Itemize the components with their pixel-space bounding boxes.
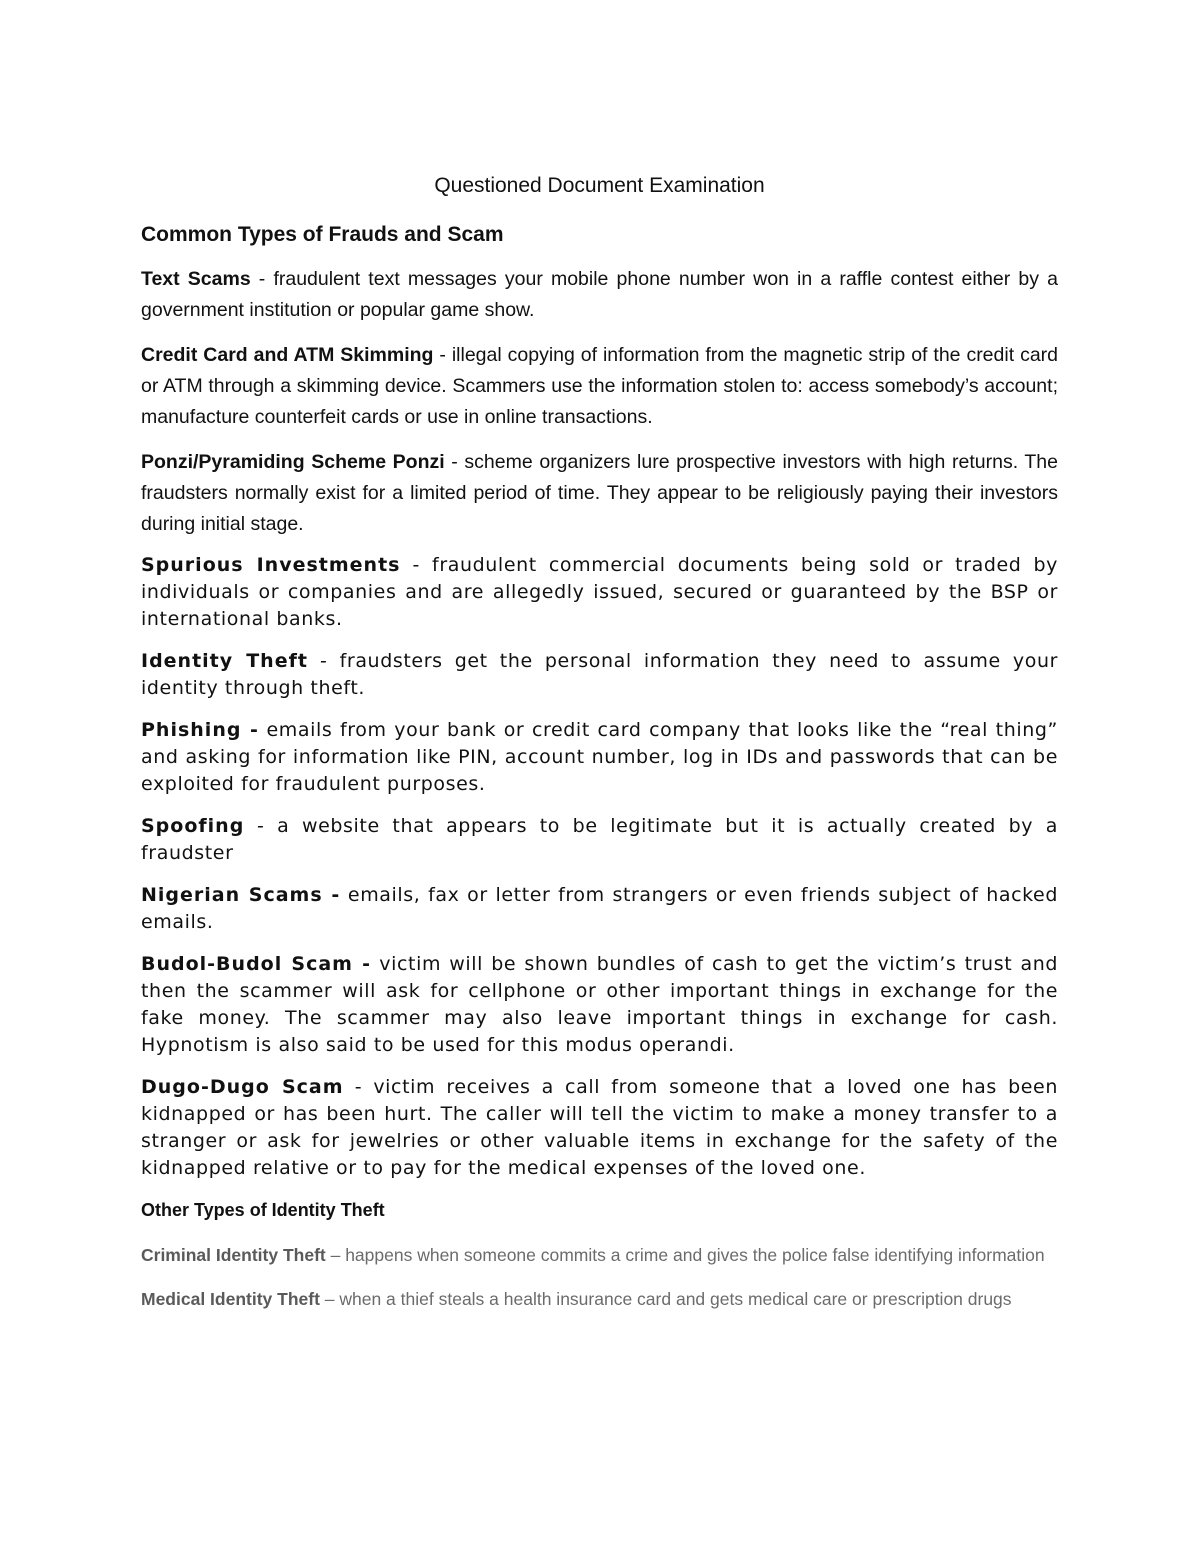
entry-definition: – when a thief steals a health insurance card and gets medical care or prescription drugs	[319, 1289, 1012, 1309]
entry-definition: emails, fax or letter from strangers or even friends subject of hacked emails.	[141, 884, 1058, 933]
entry-term: Ponzi/Pyramiding Scheme Ponzi	[141, 451, 445, 473]
entry-identity-theft	[141, 648, 1058, 702]
entry-definition: – happens when someone commits a crime and gives the police false identifying information	[325, 1245, 1045, 1265]
entry-definition: - fraudulent text messages your mobile phone number won in a raffle contest either by a government institution or popular game show.	[141, 268, 1058, 321]
entry-ponzi-scheme	[141, 447, 1058, 540]
entry-term: Credit Card and ATM Skimming	[141, 344, 434, 366]
entry-credit-card-skimming	[141, 340, 1058, 433]
entry-definition: - a website that appears to be legitimate but it is actually created by a fraudster	[141, 815, 1058, 864]
entry-nigerian-scams	[141, 882, 1058, 936]
entry-definition: - scheme organizers lure prospective investors with high returns. The fraudsters normally exist for a limited period of time. They appear to be religiously paying their investors during initial stage.	[141, 451, 1058, 535]
entry-definition: victim will be shown bundles of cash to get the victim’s trust and then the scammer will ask for cellphone or other important things in exchange for the fake money. The scammer may also leave important things in exchange for cash. Hypnotism is also said to be used for this modus operandi.	[141, 953, 1058, 1056]
entry-definition: - fraudulent commercial documents being sold or traded by individuals or companies and are allegedly issued, secured or guaranteed by the BSP or international banks.	[141, 554, 1058, 630]
entry-spurious-investments	[141, 552, 1058, 633]
entry-term: Spoofing	[141, 815, 245, 837]
entry-definition: - illegal copying of information from the magnetic strip of the credit card or ATM through a skimming device. Scammers use the information stolen to: access somebody’s account; manufacture counterfeit cards or use in online transactions.	[141, 344, 1058, 428]
entry-dugo-dugo-scam	[141, 1074, 1058, 1182]
entry-spoofing	[141, 813, 1058, 867]
entry-definition: emails from your bank or credit card company that looks like the “real thing” and asking for information like PIN, account number, log in IDs and passwords that can be exploited for fraudulent purposes.	[141, 719, 1058, 795]
entry-term: Dugo-Dugo Scam	[141, 1076, 344, 1098]
entry-term: Criminal Identity Theft	[141, 1245, 326, 1265]
entry-budol-budol-scam	[141, 951, 1058, 1059]
entry-criminal-identity-theft	[141, 1241, 1058, 1269]
entry-term: Text Scams	[141, 268, 251, 290]
section-heading: Common Types of Frauds and Scam	[141, 223, 504, 246]
entry-medical-identity-theft	[141, 1285, 1058, 1313]
entry-term: Budol-Budol Scam -	[141, 953, 372, 975]
entry-term: Identity Theft	[141, 650, 308, 672]
subheading-other-identity-theft: Other Types of Identity Theft	[141, 1200, 385, 1220]
entry-term: Phishing -	[141, 719, 259, 741]
entry-text-scams	[141, 264, 1058, 326]
document-body	[141, 170, 1058, 1329]
entry-term: Medical Identity Theft	[141, 1289, 320, 1309]
entry-term: Nigerian Scams -	[141, 884, 341, 906]
entry-definition: - fraudsters get the personal information they need to assume your identity through theft.	[141, 650, 1058, 699]
entry-definition: - victim receives a call from someone that a loved one has been kidnapped or has been hurt. The caller will tell the victim to make a money transfer to a stranger or ask for jewelries or other valuable items in exchange for the safety of the kidnapped relative or to pay for the medical expenses of the loved one.	[141, 1076, 1058, 1179]
entry-phishing	[141, 717, 1058, 798]
document-title: Questioned Document Examination	[434, 174, 765, 197]
entry-term: Spurious Investments	[141, 554, 401, 576]
